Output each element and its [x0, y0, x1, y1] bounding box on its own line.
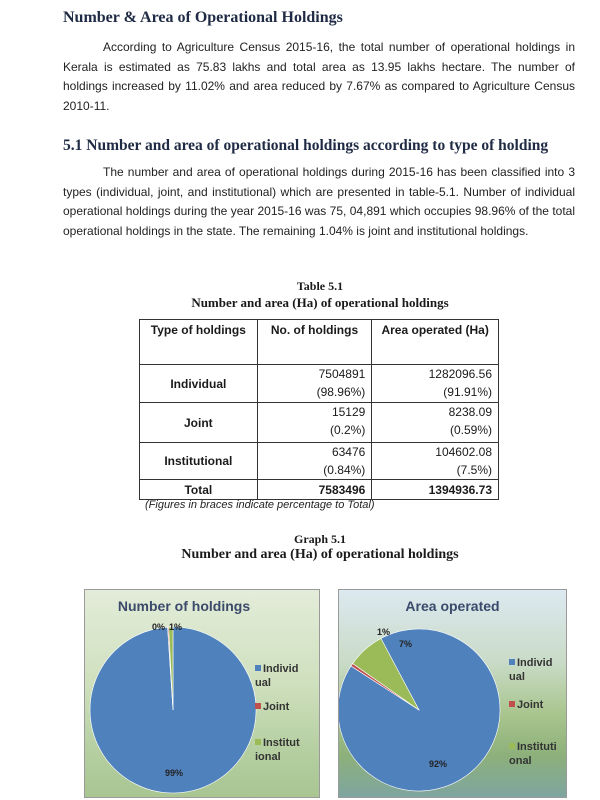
row-holdings — [257, 365, 372, 403]
area-value: 1282096.56 — [428, 367, 492, 381]
row-type: Institutional — [140, 443, 258, 480]
header-holdings: No. of holdings — [257, 320, 372, 365]
holdings-value: 15129 — [331, 405, 366, 419]
pie-data-label: 92% — [429, 759, 448, 769]
row-area — [372, 403, 499, 443]
legend-label: Individ ual — [255, 663, 299, 689]
page-heading: Number & Area of Operational Holdings — [63, 9, 343, 26]
area-percent: (0.59%) — [449, 423, 492, 437]
legend-label: Joint — [263, 701, 290, 713]
legend-swatch — [255, 739, 261, 745]
area-percent: (91.91%) — [443, 385, 492, 399]
pie-data-label: 0% — [152, 622, 166, 632]
legend-swatch — [509, 743, 515, 749]
legend-item — [255, 700, 315, 714]
row-holdings — [257, 443, 372, 480]
header-area: Area operated (Ha) — [372, 320, 499, 365]
legend-swatch — [509, 701, 515, 707]
holdings-percent: (0.84%) — [323, 463, 366, 477]
legend-item — [509, 740, 567, 768]
legend-label: Individ ual — [509, 657, 553, 683]
holdings-pie-chart — [84, 589, 320, 798]
pie-data-label: 1% — [377, 627, 391, 637]
chart-title: Number of holdings — [117, 598, 251, 614]
graph-caption-title: Number and area (Ha) of operational holdings — [181, 547, 459, 562]
chart-title: Area operated — [405, 598, 500, 614]
row-holdings — [257, 403, 372, 443]
legend-label: Instituti onal — [509, 741, 557, 767]
holdings-value: 7504891 — [318, 367, 366, 381]
area-value: 8238.09 — [448, 405, 492, 419]
table-total-row — [140, 480, 499, 500]
intro-paragraph: According to Agriculture Census 2015-16, the total number of operational holdings in Kerala is estimated as 75.83 lakhs and total area as 13.95 lakhs hectare. The number of holdings increased by 11.02% and area reduced by 7.67% as compared to Agriculture Census 2010-11. — [63, 40, 575, 113]
holdings-pie-svg — [85, 590, 320, 798]
row-area — [372, 365, 499, 403]
area-percent: (7.5%) — [456, 463, 492, 477]
pie-data-label: 1% — [169, 622, 183, 632]
legend-label: Institut ional — [255, 737, 300, 763]
total-label: Total — [140, 480, 258, 500]
legend-swatch — [255, 703, 261, 709]
legend-swatch — [509, 659, 515, 665]
pie-data-label: 7% — [399, 639, 413, 649]
row-type: Joint — [140, 403, 258, 443]
header-type: Type of holdings — [140, 320, 258, 365]
legend-item — [255, 736, 315, 764]
table-caption-title: Number and area (Ha) of operational holdings — [191, 295, 449, 310]
legend-swatch — [255, 665, 261, 671]
holdings-percent: (98.96%) — [316, 385, 366, 399]
holdings-table — [139, 319, 499, 500]
legend-item — [255, 662, 315, 690]
row-type: Individual — [140, 365, 258, 403]
legend-label: Joint — [517, 699, 544, 711]
table-row — [140, 403, 499, 443]
holdings-percent: (0.2%) — [329, 423, 366, 437]
table-header-row — [140, 320, 499, 365]
row-area — [372, 443, 499, 480]
table-note: (Figures in braces indicate percentage to Total) — [145, 499, 375, 511]
graph-caption-number: Graph 5.1 — [293, 532, 346, 546]
total-holdings: 7583496 — [257, 480, 372, 500]
legend-item — [509, 698, 567, 712]
table-row — [140, 443, 499, 480]
legend-item — [509, 656, 567, 684]
pie-data-label: 99% — [165, 768, 184, 778]
table-caption-number: Table 5.1 — [296, 279, 344, 293]
section-heading: 5.1 Number and area of operational holdings according to type of holding — [63, 137, 549, 154]
area-pie-chart — [338, 589, 567, 798]
area-value: 104602.08 — [435, 445, 492, 459]
total-area: 1394936.73 — [372, 480, 499, 500]
holdings-value: 63476 — [331, 445, 366, 459]
section-paragraph: The number and area of operational holdings during 2015-16 has been classified into 3 types (individual, joint, and institutional) which are presented in table-5.1. Number of individual operational holdings during the year 2015-16 was 75, 04,891 which occupies 98.96% of the total operational holdings in the state. The remaining 1.04% is joint and institutional holdings. — [63, 165, 575, 238]
table-row — [140, 365, 499, 403]
